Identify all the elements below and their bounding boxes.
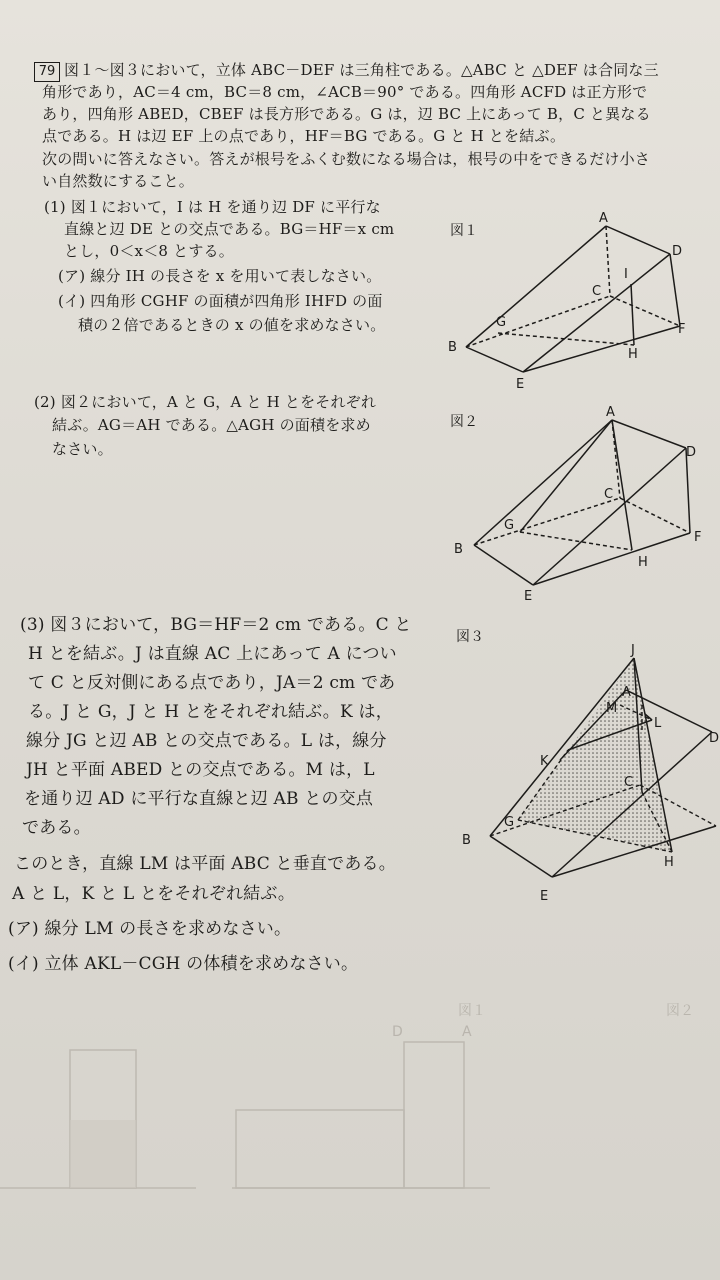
fig2-point-E: E (524, 589, 533, 604)
fig2-label: 図２ (450, 414, 478, 430)
q3-line-9: このとき，直線 LM は平面 ABC と垂直である。 (14, 854, 396, 874)
q1-line-2: 直線と辺 DE との交点である。BG＝HF＝x cm (64, 220, 395, 238)
fig3-point-J: J (631, 643, 635, 658)
fig1-label: 図１ (450, 223, 478, 239)
fig1-point-B: B (448, 340, 457, 355)
problem-number: 79 (34, 62, 60, 82)
fig1-point-A: A (599, 211, 608, 226)
fig1-point-G: G (496, 315, 507, 330)
q3-line-6: JH と平面 ABED との交点である。M は，L (26, 760, 375, 780)
intro-line-3: あり，四角形 ABED，CBEF は長方形である。G は，辺 BC 上にあって B，C と異なる (42, 105, 651, 123)
fig3-point-C: C (624, 775, 634, 790)
fig1-point-D: D (672, 244, 683, 259)
q2-line-2: 結ぶ。AG＝AH である。△AGH の面積を求め (52, 416, 371, 434)
intro-line-5: 次の問いに答えなさい。答えが根号をふくむ数になる場合は，根号の中をできるだけ小さ (42, 150, 651, 168)
intro-line-6: い自然数にすること。 (42, 172, 195, 190)
fig3-point-M: M (606, 701, 618, 716)
intro-line-2: 角形であり，AC＝4 cm，BC＝8 cm，∠ACB＝90° である。四角形 ACFD は正方形で (42, 83, 648, 101)
fig3-point-L: L (654, 716, 662, 731)
fig2-point-C: C (604, 487, 614, 502)
q3-line-2: H とを結ぶ。J は直線 AC 上にあって A につい (28, 644, 397, 664)
fig2-point-B: B (454, 542, 463, 557)
fig2-point-G: G (504, 518, 515, 533)
fig3-point-H: H (664, 855, 674, 870)
q1-line-1: (1) 図１において，I は H を通り辺 DF に平行な (44, 198, 381, 216)
fig1-point-I: I (624, 267, 628, 282)
bleed-label-1: 図２ (666, 1003, 694, 1019)
bleed-label-2: 図１ (458, 1003, 486, 1019)
fig2-point-F: F (694, 530, 702, 545)
fig1-point-H: H (628, 347, 638, 362)
q1-part-b-cont: 積の２倍であるときの x の値を求めなさい。 (78, 316, 386, 334)
fig3-point-K: K (540, 754, 549, 769)
bleed-label-3: A (462, 1024, 472, 1040)
q2-line-3: なさい。 (52, 440, 113, 458)
fig2-point-A: A (606, 405, 615, 420)
q3-line-10: A と L，K と L とをそれぞれ結ぶ。 (12, 884, 296, 904)
fig1-point-C: C (592, 284, 602, 299)
q3-line-3: て C と反対側にある点であり，JA＝2 cm であ (28, 673, 396, 693)
fig3-point-A: A (622, 685, 631, 700)
fig1-point-E: E (516, 377, 525, 392)
fig3-label: 図３ (456, 629, 484, 645)
fig2-point-D: D (686, 445, 697, 460)
fig3-point-B: B (462, 833, 471, 848)
fig3-point-D: D (709, 731, 720, 746)
intro-line-1: 図１～図３において，立体 ABC－DEF は三角柱である。△ABC と △DEF は合同な三 (64, 61, 659, 79)
q2-line-1: (2) 図２において，A と G，A と H とをそれぞれ (34, 393, 377, 411)
q3-line-1: (3) 図３において，BG＝HF＝2 cm である。C と (20, 615, 412, 635)
bleed-label-4: D (392, 1024, 403, 1040)
q3-line-7: を通り辺 AD に平行な直線と辺 AB との交点 (24, 789, 374, 809)
q1-part-b: (イ) 四角形 CGHF の面積が四角形 IHFD の面 (58, 292, 383, 310)
q3-part-a: (ア) 線分 LM の長さを求めなさい。 (8, 919, 292, 939)
q1-part-a: (ア) 線分 IH の長さを x を用いて表しなさい。 (58, 267, 382, 285)
fig3-point-G: G (504, 815, 515, 830)
fig3-point-E: E (540, 889, 549, 904)
fig1-point-F: F (678, 322, 686, 337)
q3-line-5: 線分 JG と辺 AB との交点である。L は，線分 (26, 731, 387, 751)
fig2-point-H: H (638, 555, 648, 570)
q1-line-3: とし，0＜x＜8 とする。 (64, 242, 234, 260)
intro-line-4: 点である。H は辺 EF 上の点であり，HF＝BG である。G と H とを結ぶ。 (42, 127, 566, 145)
q3-line-4: る。J と G，J と H とをそれぞれ結ぶ。K は， (28, 702, 393, 722)
q3-part-b: (イ) 立体 AKL－CGH の体積を求めなさい。 (8, 954, 359, 974)
q3-line-8: である。 (22, 818, 91, 838)
